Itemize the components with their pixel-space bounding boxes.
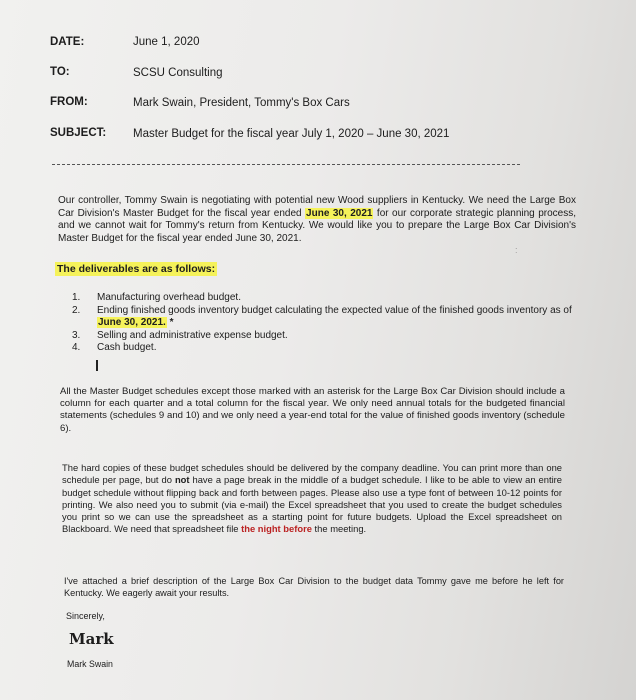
to-value: SCSU Consulting — [133, 67, 223, 79]
intro-paragraph — [58, 195, 576, 245]
list-item — [72, 292, 572, 305]
list-item — [72, 342, 572, 355]
separator-rule — [52, 164, 520, 165]
deadline-emphasis: the night before — [241, 523, 312, 535]
from-label: FROM: — [50, 96, 88, 108]
list-text: Ending finished goods inventory budget calculating the expected value of the finished goods inventory as of — [97, 304, 572, 316]
para3-text-2: have a page break in the middle of a budget schedule. I like to be able to view an entire budget schedule without flipping back and forth between pages. Please also use a type font of between 10-12 points for printing. We also need you to submit (via e-mail) the Excel spreadsheet that you used to create the budget schedules you print so we can use the spreadsheet as a starting point for future budgets. Upload the Excel spreadsheet on Blackboard. We need that spreadsheet file — [62, 474, 562, 535]
deliverables-heading: The deliverables are as follows: — [57, 263, 216, 275]
list-item — [72, 330, 572, 343]
para3-text-3: the meeting. — [311, 523, 367, 535]
date-value: June 1, 2020 — [133, 36, 200, 48]
attachment-paragraph: I've attached a brief description of the Large Box Car Division to the budget data Tommy gave me before he left for Kentucky. We eagerly await your results. — [64, 576, 564, 598]
list-text: Selling and administrative expense budget. — [97, 329, 288, 341]
text-cursor — [96, 360, 98, 371]
stray-mark: : — [515, 245, 518, 255]
list-item — [72, 305, 572, 330]
from-value: Mark Swain, President, Tommy's Box Cars — [133, 97, 350, 109]
to-label: TO: — [50, 66, 70, 78]
hard-copies-paragraph — [62, 462, 562, 536]
list-number: 1. — [72, 292, 81, 303]
intro-text-2: for our corporate strategic planning process, and we cannot wait for Tommy's return from Kentucky. We would like you to prepare the Large Box Car Division's Master Budget for the fiscal year ended June 30, 2021. — [58, 207, 576, 244]
list-text: Manufacturing overhead budget. — [97, 292, 241, 303]
intro-text-1: Our controller, Tommy Swain is negotiating with potential new Wood suppliers in Kentucky. We need the Large Box Car Division's Master Budget for the fiscal year ended — [58, 195, 576, 219]
signer-name: Mark Swain — [67, 659, 113, 669]
deliverables-list — [72, 292, 572, 355]
not-emphasis: not — [174, 474, 190, 486]
intro-highlight: June 30, 2021 — [306, 207, 373, 219]
list-highlight: June 30, 2021. — [98, 317, 166, 329]
list-text: Cash budget. — [97, 342, 157, 354]
date-label: DATE: — [50, 36, 85, 48]
closing-sincerely: Sincerely, — [66, 611, 105, 621]
subject-value: Master Budget for the fiscal year July 1, 2020 – June 30, 2021 — [133, 128, 450, 140]
schedules-paragraph: All the Master Budget schedules except those marked with an asterisk for the Large Box Car Division should include a column for each quarter and a total column for the fiscal year. We only need annual totals for the budgeted financial statements (schedules 9 and 10) and we only need a year-end total for the value of finished goods inventory (schedule 6). — [60, 386, 565, 434]
asterisk-mark: * — [166, 317, 174, 329]
list-number: 4. — [72, 342, 81, 354]
list-number: 3. — [72, 329, 81, 341]
subject-label: SUBJECT: — [50, 127, 107, 139]
signature: Mark — [69, 630, 114, 648]
list-number: 2. — [72, 304, 81, 316]
para3-text-1: The hard copies of these budget schedules should be delivered by the company deadline. You can print more than one schedule per page, but do — [62, 462, 562, 486]
